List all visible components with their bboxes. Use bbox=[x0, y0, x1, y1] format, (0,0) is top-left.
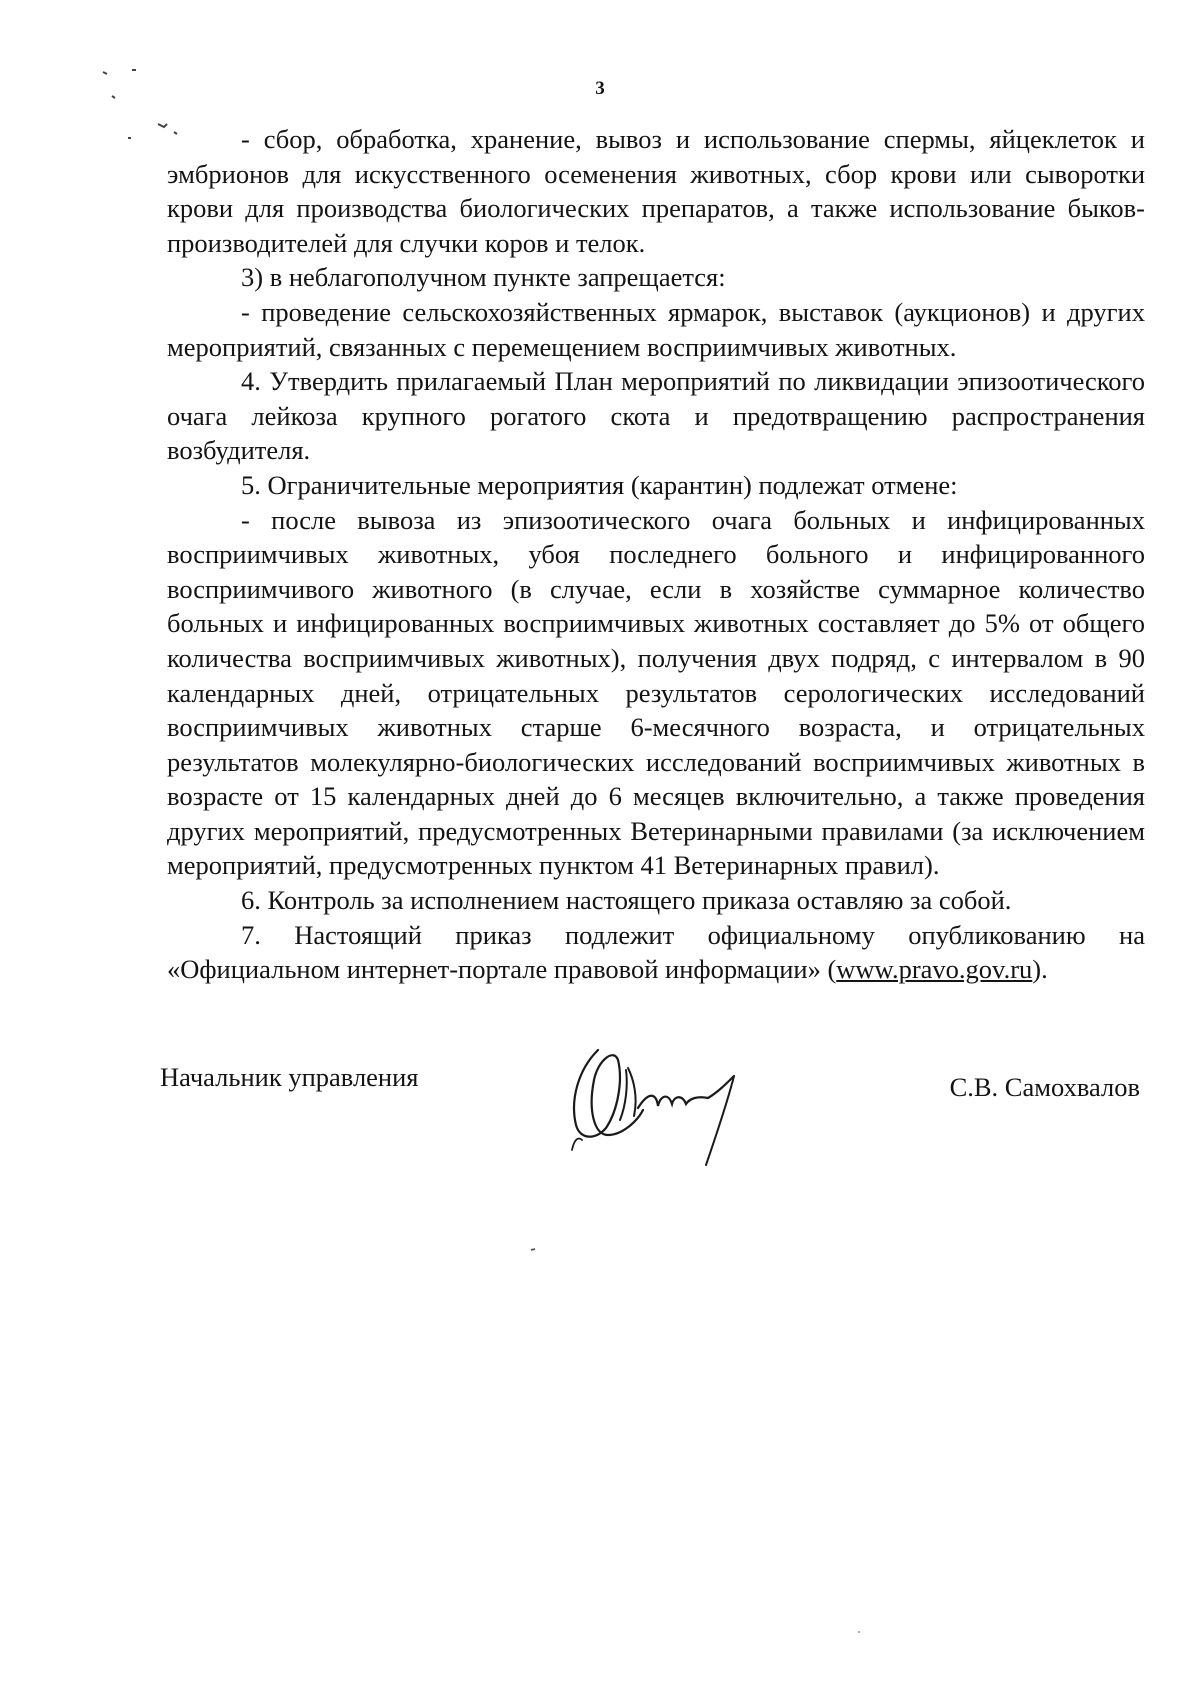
paragraph-approve-plan: 4. Утвердить прилагаемый План мероприятий по ликвидации эпизоотического очага лейкоза крупного рогатого скота и предотвращению распространения возбудителя. bbox=[167, 366, 1145, 466]
paragraph-publication bbox=[167, 918, 1145, 987]
signatory-position: Начальник управления bbox=[160, 1062, 419, 1092]
publication-tail: ). bbox=[1032, 954, 1048, 985]
paragraph-quarantine-cancel-conditions: - после вывоза из эпизоотического очага больных и инфицированных восприимчивых животных, убоя последнего больного и инфицированного восприимчивого животного (в случае, если в хозяйстве суммарное количество больных и инфицированных восприимчивых животных составляет до 5% от общего количества восприимчивых животных), получения двух подряд, с интервалом в 90 календарных дней, отрицательных результатов серологических исследований восприимчивых животных старше 6-месячного возраста, и отрицательных результатов молекулярно-биологических исследований восприимчивых животных в возрасте от 15 календарных дней до 6 месяцев включительно, а также проведения других мероприятий, предусмотренных Ветеринарными правилами (за исключением мероприятий, предусмотренных пунктом 41 Ветеринарных правил). bbox=[167, 504, 1145, 881]
signatory-name: С.В. Самохвалов bbox=[949, 1072, 1140, 1102]
paragraph-control: 6. Контроль за исполнением настоящего приказа оставляю за собой. bbox=[241, 885, 1012, 916]
pravo-portal-link[interactable]: www.pravo.gov.ru bbox=[836, 954, 1033, 985]
document-body bbox=[167, 122, 1145, 987]
paragraph-fairs-ban: - проведение сельскохозяйственных ярмарок, выставок (аукционов) и других мероприятий, связанных с перемещением восприимчивых животных. bbox=[167, 296, 1145, 362]
page-number: 3 bbox=[595, 78, 605, 99]
paragraph-prohibition-heading: 3) в неблагополучном пункте запрещается: bbox=[241, 262, 726, 293]
paragraph-quarantine-cancel-heading: 5. Ограничительные мероприятия (карантин) подлежат отмене: bbox=[241, 469, 958, 500]
handwritten-signature bbox=[568, 1040, 768, 1170]
publication-text: 7. Настоящий приказ подлежит официальному опубликованию на «Официальном интернет-портале правовой информации» ( bbox=[167, 919, 1145, 985]
paragraph-collection-restrictions: - сбор, обработка, хранение, вывоз и использование спермы, яйцеклеток и эмбрионов для искусственного осеменения животных, сбор крови или сыворотки крови для производства биологических препаратов, а также использование быков-производителей для случки коров и телок. bbox=[167, 124, 1145, 258]
